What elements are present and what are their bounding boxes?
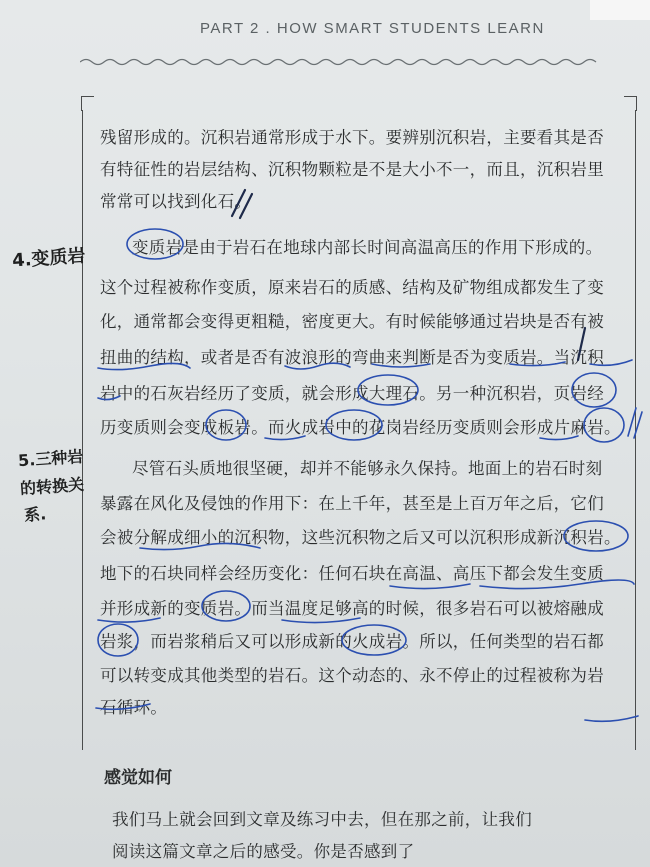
header-wave-divider [80, 55, 600, 69]
frame-corner-right [624, 96, 637, 111]
body-line-8: 岩中的石灰岩经历了变质，就会形成大理石。另一种沉积岩，页岩经 [100, 384, 604, 403]
margin-note-5-line3: 系. [23, 504, 47, 525]
body-line-9: 历变质则会变成板岩。而火成岩中的花岗岩经历变质则会形成片麻岩。 [100, 418, 621, 437]
body-line-1: 残留形成的。沉积岩通常形成于水下。要辨别沉积岩，主要看其是否 [100, 128, 604, 147]
body-line-16: 可以转变成其他类型的岩石。这个动态的、永不停止的过程被称为岩 [100, 666, 604, 685]
body-line-11: 暴露在风化及侵蚀的作用下：在上千年，甚至是上百万年之后，它们 [100, 494, 604, 513]
body-line-3: 常常可以找到化石。 [100, 192, 252, 211]
frame-corner-left [81, 96, 94, 111]
body-line-5: 这个过程被称作变质，原来岩石的质感、结构及矿物组成都发生了变 [100, 278, 604, 297]
body-line-14: 并形成新的变质岩。而当温度足够高的时候，很多岩石可以被熔融成 [100, 599, 604, 618]
margin-note-5-line2: 的转换关 [19, 474, 85, 499]
body-line-10: 尽管石头质地很坚硬，却并不能够永久保持。地面上的岩石时刻 [132, 459, 603, 478]
body-line-17: 石循环。 [100, 698, 168, 717]
body-line-15: 岩浆，而岩浆稍后又可以形成新的火成岩。所以，任何类型的岩石都 [100, 632, 604, 651]
running-header: PART 2 . HOW SMART STUDENTS LEARN [200, 20, 545, 37]
background-paper-corner [590, 0, 650, 20]
margin-note-4: 4.变质岩 [11, 245, 87, 272]
body-line-6: 化，通常都会变得更粗糙，密度更大。有时候能够通过岩块是否有被 [100, 312, 604, 331]
body-line-7: 扭曲的结构，或者是否有波浪形的弯曲来判断是否为变质岩。当沉积 [100, 348, 604, 367]
next-line-1: 我们马上就会回到文章及练习中去，但在那之前，让我们 [112, 810, 532, 829]
margin-note-5-line1: 5.三种岩 [17, 446, 84, 471]
body-line-2: 有特征性的岩层结构、沉积物颗粒是不是大小不一，而且，沉积岩里 [100, 160, 604, 179]
body-line-12: 会被分解成细小的沉积物，这些沉积物之后又可以沉积形成新沉积岩。 [100, 528, 621, 547]
next-line-2: 阅读这篇文章之后的感受。你是否感到了 [112, 842, 415, 861]
body-line-4: 变质岩是由于岩石在地球内部长时间高温高压的作用下形成的。 [132, 238, 603, 257]
body-line-13: 地下的石块同样会经历变化：任何石块在高温、高压下都会发生变质 [100, 564, 604, 583]
section-heading: 感觉如何 [104, 768, 172, 788]
